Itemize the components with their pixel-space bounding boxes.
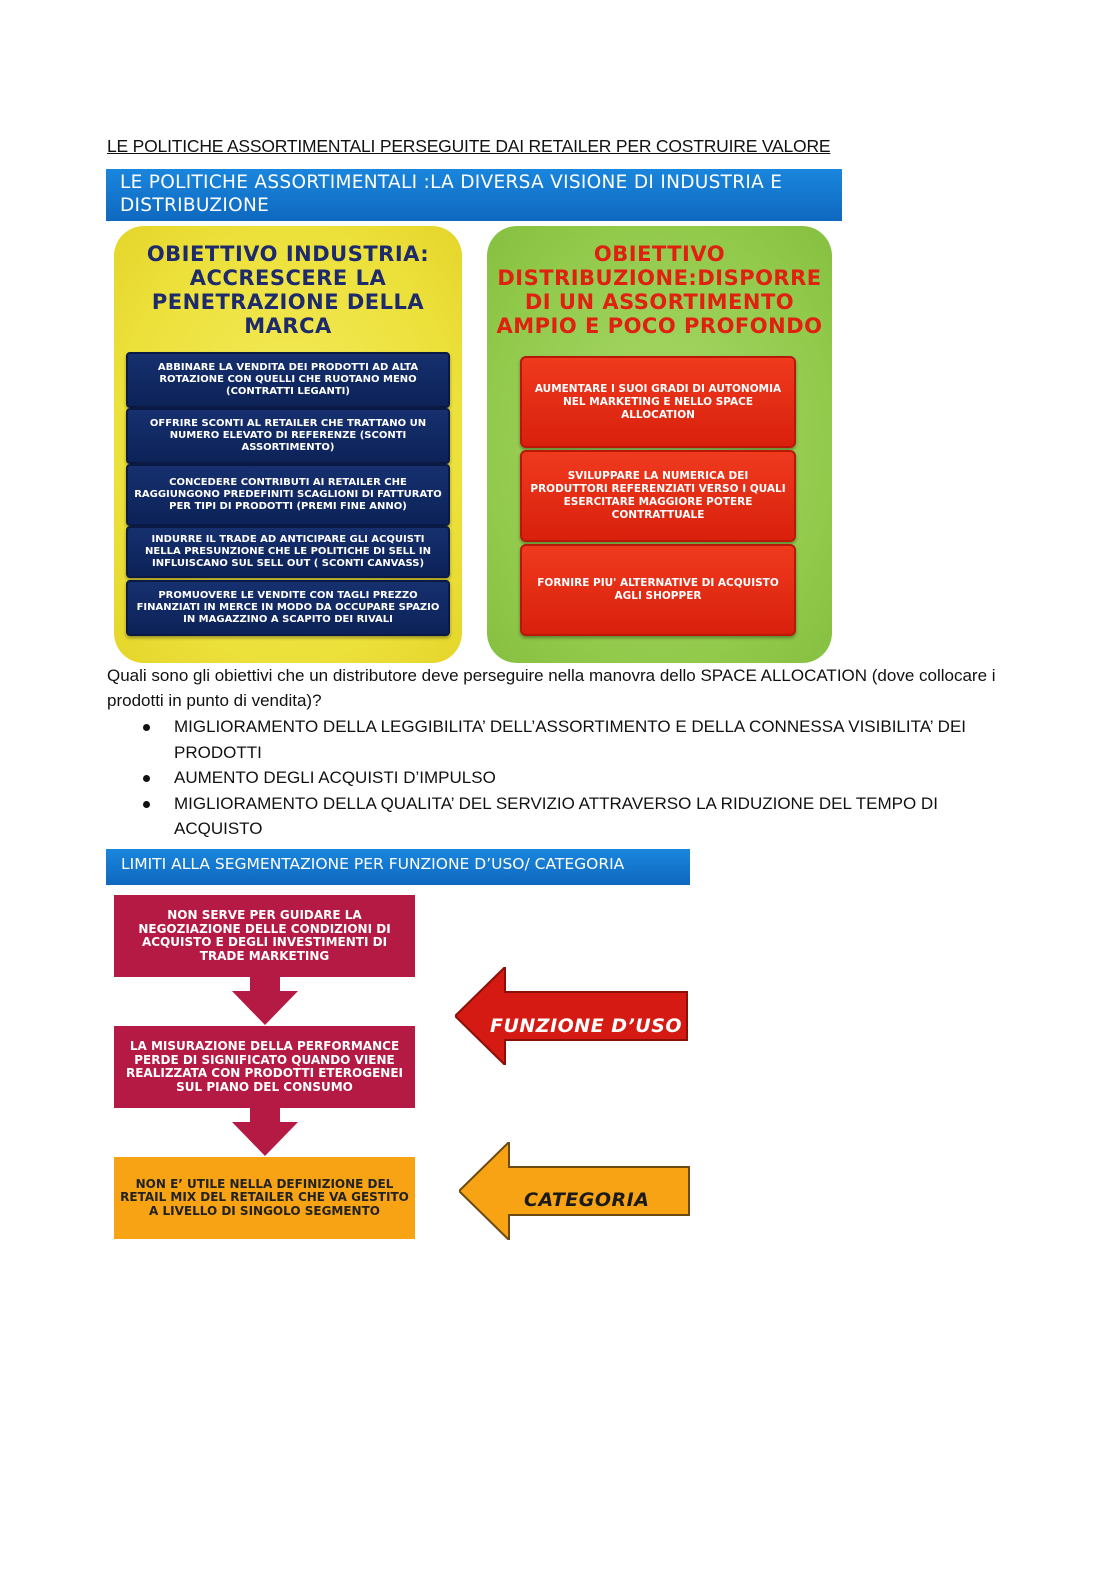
flow-box: NON E’ UTILE NELLA DEFINIZIONE DEL RETAIL MIX DEL RETAILER CHE VA GESTITO A LIVELLO DI SINGOLO SEGMENTO [114,1157,415,1239]
list-item [107,714,997,765]
list-item-text: MIGLIORAMENTO DELLA LEGGIBILITA’ DELL’ASSORTIMENTO E DELLA CONNESSA VISIBILITA’ DEI PRODOTTI [174,717,967,762]
industry-title-line: OBIETTIVO INDUSTRIA: [146,242,430,266]
figure1-banner-line1: LE POLITICHE ASSORTIMENTALI :LA DIVERSA VISIONE DI INDUSTRIA E [120,172,783,193]
flow-box: NON SERVE PER GUIDARE LA NEGOZIAZIONE DELLE CONDIZIONI DI ACQUISTO E DEGLI INVESTIMENTI DI TRADE MARKETING [114,895,415,977]
list-item-text: AUMENTO DEGLI ACQUISTI D’IMPULSO [174,768,496,787]
distribution-title-line: DI UN ASSORTIMENTO [524,290,795,314]
figure1-banner [106,169,842,221]
industry-title-line: MARCA [244,314,332,338]
categoria-arrow-label: CATEGORIA [524,1189,650,1211]
industry-title [114,242,462,338]
figure1-banner-line2: DISTRIBUZIONE [120,195,270,216]
funzione-arrow-label: FUNZIONE D’USO [490,1015,683,1037]
industry-item: ABBINARE LA VENDITA DEI PRODOTTI AD ALTA ROTAZIONE CON QUELLI CHE RUOTANO MENO (CONTRATTI LEGANTI) [126,352,450,408]
list-item [107,791,997,842]
page-heading: LE POLITICHE ASSORTIMENTALI PERSEGUITE DAI RETAILER PER COSTRUIRE VALORE [107,136,831,156]
bullet-icon [143,724,150,731]
distribution-title-line: AMPIO E POCO PROFONDO [496,314,823,338]
distribution-item: SVILUPPARE LA NUMERICA DEI PRODUTTORI REFERENZIATI VERSO I QUALI ESERCITARE MAGGIORE POTERE CONTRATTUALE [520,450,796,542]
distribution-item: AUMENTARE I SUOI GRADI DI AUTONOMIA NEL MARKETING E NELLO SPACE ALLOCATION [520,356,796,448]
distribution-title-line: OBIETTIVO [593,242,726,266]
down-arrow-icon [232,977,298,1025]
figure2-banner: LIMITI ALLA SEGMENTAZIONE PER FUNZIONE D’USO/ CATEGORIA [106,849,690,885]
distribution-title [487,242,832,338]
industry-item: CONCEDERE CONTRIBUTI AI RETAILER CHE RAGGIUNGONO PREDEFINITI SCAGLIONI DI FATTURATO PER TIPI DI PRODOTTI (PREMI FINE ANNO) [126,464,450,526]
bullet-icon [143,775,150,782]
bullet-icon [143,801,150,808]
distribution-item: FORNIRE PIU' ALTERNATIVE DI ACQUISTO AGLI SHOPPER [520,544,796,636]
distribution-title-line: DISTRIBUZIONE:DISPORRE [497,266,822,290]
industry-item: PROMUOVERE LE VENDITE CON TAGLI PREZZO FINANZIATI IN MERCE IN MODO DA OCCUPARE SPAZIO IN MAGAZZINO A SCAPITO DEI RIVALI [126,580,450,636]
industry-title-line: PENETRAZIONE DELLA [151,290,425,314]
industry-item: OFFRIRE SCONTI AL RETAILER CHE TRATTANO UN NUMERO ELEVATO DI REFERENZE (SCONTI ASSORTIMENTO) [126,408,450,464]
distribution-panel [487,226,832,663]
industry-panel [114,226,462,663]
question-paragraph: Quali sono gli obiettivi che un distributore deve perseguire nella manovra dello SPACE ALLOCATION (dove collocare i prodotti in punto di vendita)? [107,666,996,710]
list-item-text: MIGLIORAMENTO DELLA QUALITA’ DEL SERVIZIO ATTRAVERSO LA RIDUZIONE DEL TEMPO DI ACQUISTO [174,793,938,838]
objectives-list [107,714,997,842]
down-arrow-icon [232,1108,298,1156]
flow-box: LA MISURAZIONE DELLA PERFORMANCE PERDE DI SIGNIFICATO QUANDO VIENE REALIZZATA CON PRODOTTI ETEROGENEI SUL PIANO DEL CONSUMO [114,1026,415,1108]
list-item [107,765,997,791]
industry-item: INDURRE IL TRADE AD ANTICIPARE GLI ACQUISTI NELLA PRESUNZIONE CHE LE POLITICHE DI SELL IN INFLUISCANO SUL SELL OUT ( SCONTI CANVASS) [126,526,450,578]
industry-title-line: ACCRESCERE LA [189,266,387,290]
